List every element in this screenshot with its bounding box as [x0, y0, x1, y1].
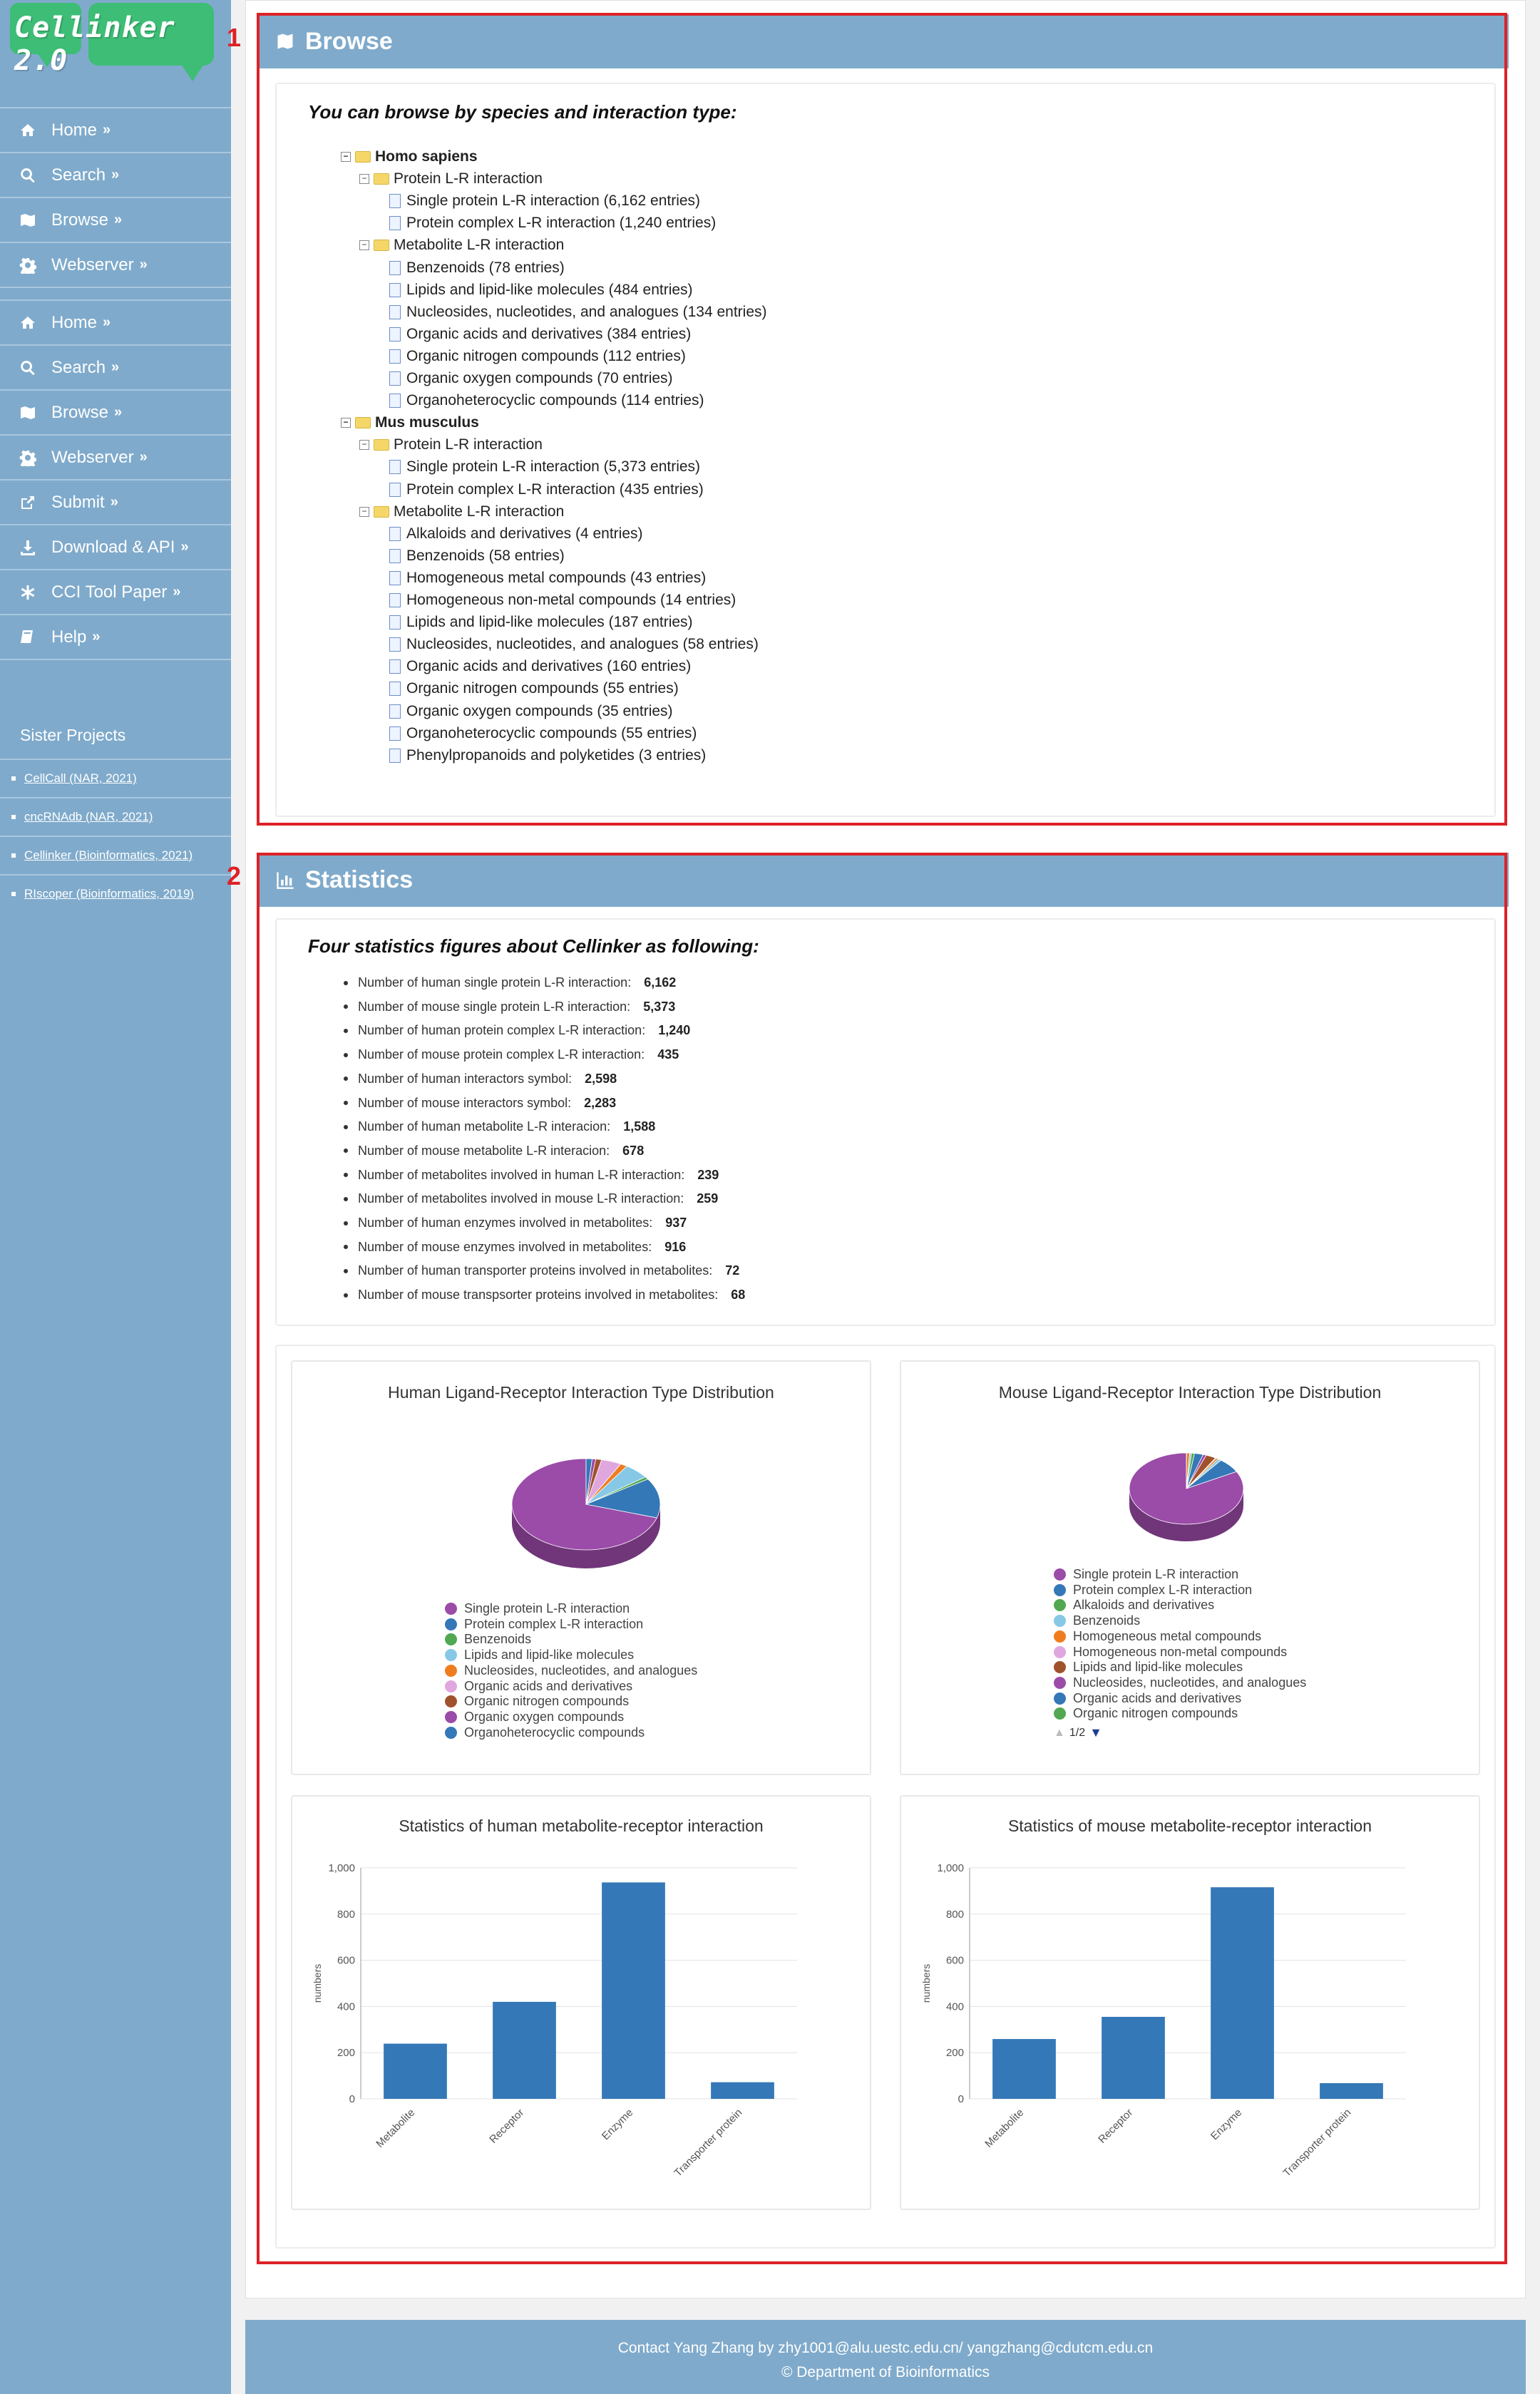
search-icon: [19, 359, 37, 377]
sidebar: [0, 0, 231, 2394]
annotation-1: 1: [227, 23, 242, 52]
gear-icon: [19, 448, 37, 467]
legend-label: Nucleosides, nucleotides, and analogues: [464, 1663, 698, 1678]
sidebar-item-cci-tool-paper[interactable]: [0, 570, 231, 615]
statistic-value: 5,373: [643, 999, 676, 1014]
x-tick-label: Receptor: [1096, 2106, 1136, 2146]
statistic-value: 678: [622, 1143, 645, 1158]
tree-node-label[interactable]: Metabolite L-R interaction: [394, 237, 565, 254]
mouse-bar-title: Statistics of mouse metabolite-receptor interaction: [1007, 1817, 1372, 1835]
x-tick-label: Enzyme: [599, 2106, 636, 2143]
tree-node-label[interactable]: Benzenoids (78 entries): [406, 259, 565, 276]
chevron-right-icon: »: [173, 584, 181, 600]
logo-text: Cellinker 2.0: [14, 11, 175, 77]
sidebar-item-search[interactable]: [0, 153, 231, 198]
collapse-toggle-icon[interactable]: −: [359, 507, 369, 517]
sidebar-item-download-api[interactable]: [0, 525, 231, 570]
legend-label: Protein complex L-R interaction: [1073, 1582, 1253, 1597]
tree-node-label[interactable]: Organic nitrogen compounds (112 entries): [406, 347, 686, 364]
y-tick-label: 200: [945, 2047, 964, 2060]
tree-node-label[interactable]: Nucleosides, nucleotides, and analogues (58 entries): [406, 636, 759, 653]
legend-label: Organoheterocyclic compounds: [464, 1725, 645, 1740]
legend-label: Lipids and lipid-like molecules: [1073, 1660, 1243, 1675]
y-tick-label: 600: [337, 1954, 355, 1967]
chevron-right-icon: »: [139, 257, 148, 272]
sidebar-item-webserver[interactable]: [0, 243, 231, 288]
legend-label: Organic acids and derivatives: [1073, 1690, 1242, 1705]
y-axis-label: numbers: [920, 1963, 932, 2003]
legend-label: Organic nitrogen compounds: [1073, 1706, 1238, 1721]
y-tick-label: 400: [337, 2000, 355, 2013]
statistic-value: 259: [697, 1191, 719, 1206]
legend-label: Single protein L-R interaction: [464, 1601, 630, 1615]
tree-node-label[interactable]: Mus musculus: [375, 414, 479, 431]
legend-label: Homogeneous non-metal compounds: [1073, 1644, 1288, 1659]
y-tick-label: 1,000: [328, 1862, 355, 1874]
legend-label: Organic acids and derivatives: [464, 1678, 633, 1693]
sidebar-item-help[interactable]: [0, 615, 231, 660]
tree-node-label[interactable]: Organic nitrogen compounds (55 entries): [406, 680, 679, 697]
y-tick-label: 600: [945, 1954, 964, 1967]
tree-node-label[interactable]: Homogeneous non-metal compounds (14 entries): [406, 592, 736, 608]
y-tick-label: 400: [945, 2000, 964, 2013]
home-icon: [19, 121, 37, 140]
tree-node-label[interactable]: Phenylpropanoids and polyketides (3 entries): [406, 746, 707, 764]
map-icon: [19, 211, 37, 230]
sidebar-item-label: Submit: [51, 492, 105, 512]
statistic-label: Number of mouse interactors symbol:: [358, 1095, 572, 1110]
tree-node-label[interactable]: Organic oxygen compounds (70 entries): [406, 370, 673, 386]
pager-prev-icon[interactable]: ▲: [1054, 1726, 1065, 1739]
sidebar-item-label: Webserver: [51, 447, 134, 467]
x-tick-label: Transporter protein: [1280, 2106, 1354, 2179]
sidebar-item-browse[interactable]: [0, 391, 231, 436]
footer: [245, 2320, 1526, 2394]
statistic-value: 1,588: [623, 1119, 656, 1134]
sidebar-item-submit[interactable]: [0, 481, 231, 525]
legend-label: Single protein L-R interaction: [1073, 1567, 1239, 1581]
tree-node-label[interactable]: Homo sapiens: [375, 148, 478, 165]
human-bar-title: Statistics of human metabolite-receptor interaction: [399, 1817, 764, 1835]
sidebar-item-label: Help: [51, 627, 87, 647]
primary-nav: [0, 107, 231, 288]
statistic-value: 2,283: [584, 1095, 617, 1110]
sister-projects-list: [0, 759, 231, 913]
tree-node-label[interactable]: Single protein L-R interaction (5,373 entries): [406, 458, 701, 476]
map-icon: [19, 404, 37, 422]
pager-text: 1/2: [1069, 1726, 1086, 1739]
bullet-icon: [11, 853, 16, 858]
tree-node-label[interactable]: Lipids and lipid-like molecules (187 entries): [406, 614, 693, 631]
sister-project-item: [0, 874, 231, 913]
tree-node-label[interactable]: Organic acids and derivatives (160 entries): [406, 658, 692, 675]
bullet-icon: [11, 892, 16, 896]
share-icon: [19, 493, 37, 512]
statistic-label: Number of mouse transpsorter proteins involved in metabolites:: [358, 1288, 719, 1303]
sister-project-link[interactable]: Cellinker (Bioinformatics, 2021): [24, 848, 193, 862]
browse-intro: You can browse by species and interaction type:: [308, 101, 737, 123]
statistics-intro: Four statistics figures about Cellinker as following:: [308, 935, 759, 957]
legend-label: Benzenoids: [464, 1632, 532, 1647]
annotation-2: 2: [227, 861, 242, 890]
sidebar-item-label: Home: [51, 120, 98, 140]
logo[interactable]: [0, 0, 231, 93]
chevron-right-icon: »: [103, 122, 111, 138]
statistics-title: Statistics: [305, 865, 414, 893]
statistic-label: Number of metabolites involved in human L-R interaction:: [358, 1167, 685, 1182]
sidebar-item-browse[interactable]: [0, 198, 231, 243]
chevron-right-icon: »: [111, 167, 120, 183]
tree-node-label[interactable]: Protein L-R interaction: [394, 170, 543, 187]
footer-contact: Contact Yang Zhang by zhy1001@alu.uestc.edu.cn/ yangzhang@cdutcm.edu.cn: [617, 2340, 1154, 2356]
sidebar-item-home[interactable]: [0, 108, 231, 153]
tree-node-label[interactable]: Nucleosides, nucleotides, and analogues (134 entries): [406, 303, 767, 320]
chevron-right-icon: »: [111, 359, 120, 375]
tree-node-label[interactable]: Organoheterocyclic compounds (55 entries): [406, 724, 697, 741]
statistic-label: Number of mouse metabolite L-R interacion:: [358, 1143, 610, 1158]
chevron-right-icon: »: [114, 404, 123, 420]
legend-label: Nucleosides, nucleotides, and analogues: [1073, 1675, 1307, 1690]
highlight-frame-1: [257, 13, 1507, 826]
tree-node-label[interactable]: Organic oxygen compounds (35 entries): [406, 702, 673, 719]
search-icon: [19, 166, 37, 185]
statistic-label: Number of metabolites involved in mouse L-R interaction:: [358, 1191, 684, 1206]
tree-node-label[interactable]: Lipids and lipid-like molecules (484 entries): [406, 281, 693, 298]
x-tick-label: Transporter protein: [672, 2106, 745, 2179]
asterisk-icon: [19, 583, 37, 602]
sister-project-item: [0, 836, 231, 874]
secondary-nav: [0, 299, 231, 660]
tree-node-label[interactable]: Metabolite L-R interaction: [394, 503, 565, 520]
statistic-label: Number of mouse enzymes involved in metabolites:: [358, 1239, 652, 1254]
tree-node-label[interactable]: Organoheterocyclic compounds (114 entries): [406, 392, 704, 409]
sidebar-item-label: Download & API: [51, 537, 175, 557]
statistic-label: Number of human protein complex L-R interaction:: [358, 1023, 646, 1038]
sister-project-link[interactable]: cncRNAdb (NAR, 2021): [24, 810, 153, 823]
sidebar-item-search[interactable]: [0, 346, 231, 391]
statistic-value: 937: [665, 1216, 687, 1230]
tree-node-label[interactable]: Organic acids and derivatives (384 entries): [406, 325, 692, 342]
chevron-right-icon: »: [139, 449, 148, 465]
tree-node-label[interactable]: Protein complex L-R interaction (1,240 entries): [406, 215, 717, 232]
chevron-right-icon: »: [114, 212, 123, 227]
collapse-toggle-icon[interactable]: −: [359, 240, 369, 250]
statistic-value: 1,240: [658, 1023, 691, 1038]
legend-label: Alkaloids and derivatives: [1073, 1598, 1215, 1613]
legend-label: Homogeneous metal compounds: [1073, 1628, 1262, 1643]
tree-node-label[interactable]: Homogeneous metal compounds (43 entries): [406, 569, 707, 586]
sidebar-item-label: Browse: [51, 210, 109, 230]
legend-label: Organic oxygen compounds: [464, 1709, 625, 1724]
sister-project-item: [0, 797, 231, 836]
statistic-value: 6,162: [644, 975, 677, 990]
legend-label: Organic nitrogen compounds: [464, 1694, 630, 1709]
download-icon: [19, 538, 37, 557]
tree-node-label[interactable]: Protein complex L-R interaction (435 entries): [406, 481, 704, 498]
y-tick-label: 0: [958, 2093, 964, 2105]
gear-icon: [19, 256, 37, 274]
chevron-right-icon: »: [110, 494, 118, 510]
collapse-toggle-icon[interactable]: −: [359, 174, 369, 184]
tree-node-label[interactable]: Single protein L-R interaction (6,162 entries): [406, 192, 701, 210]
statistic-value: 916: [664, 1239, 687, 1254]
collapse-toggle-icon[interactable]: −: [341, 418, 351, 428]
collapse-toggle-icon[interactable]: −: [359, 440, 369, 450]
statistic-label: Number of human metabolite L-R interacion:: [358, 1119, 611, 1134]
chevron-right-icon: »: [92, 629, 101, 644]
legend-label: Protein complex L-R interaction: [464, 1616, 644, 1631]
y-tick-label: 1,000: [937, 1862, 964, 1874]
tree-node-label[interactable]: Benzenoids (58 entries): [406, 547, 565, 564]
sidebar-item-label: Browse: [51, 402, 109, 422]
footer-copyright: © Department of Bioinformatics: [781, 2364, 990, 2380]
sister-project-item: [0, 759, 231, 797]
x-tick-label: Metabolite: [982, 2106, 1027, 2150]
tree-node-label[interactable]: Protein L-R interaction: [394, 436, 543, 453]
statistic-value: 68: [731, 1288, 746, 1303]
y-axis-label: numbers: [312, 1963, 323, 2003]
bullet-icon: [11, 776, 16, 781]
book-icon: [19, 628, 37, 647]
sister-project-link[interactable]: CellCall (NAR, 2021): [24, 771, 137, 785]
statistic-value: 239: [697, 1167, 719, 1182]
y-tick-label: 200: [337, 2047, 355, 2060]
pager-next-icon[interactable]: ▼: [1089, 1725, 1102, 1740]
browse-title: Browse: [305, 27, 393, 55]
sidebar-item-label: Home: [51, 312, 98, 332]
statistic-label: Number of human transporter proteins involved in metabolites:: [358, 1263, 713, 1278]
sidebar-item-webserver[interactable]: [0, 436, 231, 481]
bullet-icon: [11, 815, 16, 819]
sidebar-item-label: CCI Tool Paper: [51, 582, 168, 602]
y-tick-label: 800: [945, 1908, 964, 1921]
legend-label: Lipids and lipid-like molecules: [464, 1648, 635, 1663]
sister-project-link[interactable]: RIscoper (Bioinformatics, 2019): [24, 887, 195, 900]
sidebar-item-label: Search: [51, 165, 106, 185]
statistic-label: Number of mouse single protein L-R interaction:: [358, 999, 631, 1014]
highlight-frame-2: [257, 853, 1507, 2264]
statistic-label: Number of human interactors symbol:: [358, 1071, 573, 1086]
statistic-label: Number of human single protein L-R interaction:: [358, 975, 632, 990]
sister-projects-title: Sister Projects: [20, 726, 126, 744]
x-tick-label: Enzyme: [1208, 2106, 1245, 2143]
x-tick-label: Metabolite: [374, 2106, 418, 2150]
y-tick-label: 800: [337, 1908, 355, 1921]
collapse-toggle-icon[interactable]: −: [341, 152, 351, 162]
statistic-value: 435: [657, 1047, 679, 1062]
mouse-pie-title: Mouse Ligand-Receptor Interaction Type Distribution: [998, 1383, 1382, 1402]
statistic-label: Number of human enzymes involved in metabolites:: [358, 1216, 653, 1230]
sidebar-item-label: Search: [51, 357, 106, 377]
tree-node-label[interactable]: Alkaloids and derivatives (4 entries): [406, 525, 643, 542]
x-tick-label: Receptor: [487, 2106, 527, 2146]
statistic-label: Number of mouse protein complex L-R interaction:: [358, 1047, 645, 1062]
home-icon: [19, 314, 37, 332]
statistic-value: 2,598: [585, 1071, 617, 1086]
human-pie-title: Human Ligand-Receptor Interaction Type Distribution: [388, 1383, 774, 1402]
statistic-value: 72: [725, 1263, 740, 1278]
chevron-right-icon: »: [103, 314, 111, 330]
sidebar-item-home[interactable]: [0, 301, 231, 346]
chevron-right-icon: »: [180, 539, 189, 555]
legend-label: Benzenoids: [1073, 1613, 1141, 1628]
sidebar-item-label: Webserver: [51, 255, 134, 274]
y-tick-label: 0: [349, 2093, 355, 2105]
